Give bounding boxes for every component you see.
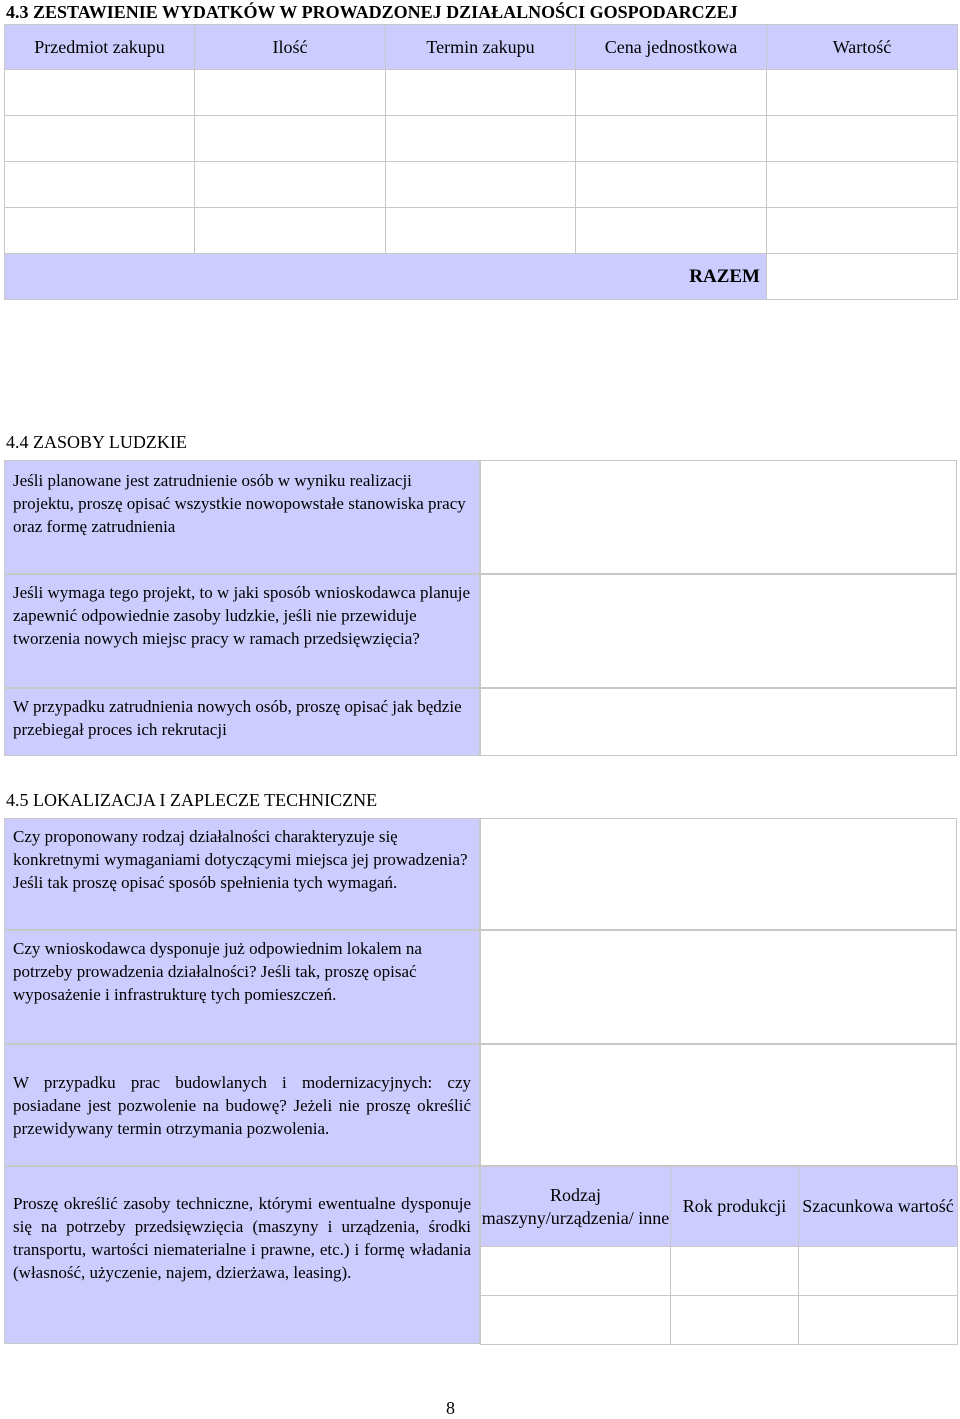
- cell-input[interactable]: [576, 162, 767, 208]
- cell-input[interactable]: [576, 116, 767, 162]
- col-purchase-date: Termin zakupu: [386, 25, 576, 70]
- table-row: [5, 116, 958, 162]
- location-answer-premises[interactable]: [480, 930, 957, 1044]
- total-row: [5, 254, 958, 300]
- location-question-requirements: Czy proponowany rodzaj działalności charakteryzuje się konkretnymi wymaganiami dotyczącymi miejsca jej prowadzenia? Jeśli tak proszę opisać sposób spełnienia tych wymagań.: [4, 818, 480, 930]
- location-question-technical-resources: Proszę określić zasoby techniczne, którymi ewentualne dysponuje się na potrzeby przedsięwzięcia (maszyny i urządzenia, środki transportu, wartości niematerialne i prawne, etc.) i formę władania (własność, użyczenie, najem, dzierżawa, leasing).: [4, 1166, 480, 1344]
- cell-input[interactable]: [799, 1296, 958, 1345]
- cell-input[interactable]: [767, 70, 958, 116]
- machines-header-row: [481, 1167, 958, 1247]
- cell-input[interactable]: [386, 208, 576, 254]
- col-estimated-value: Szacunkowa wartość: [799, 1167, 958, 1247]
- col-value: Wartość: [767, 25, 958, 70]
- hr-answer-staffing[interactable]: [480, 574, 957, 688]
- cell-input[interactable]: [386, 162, 576, 208]
- cell-input[interactable]: [5, 70, 195, 116]
- hr-question-recruitment: W przypadku zatrudnienia nowych osób, proszę opisać jak będzie przebiegał proces ich rekrutacji: [4, 688, 480, 756]
- hr-question-new-positions: Jeśli planowane jest zatrudnienie osób w wyniku realizacji projektu, proszę opisać wszystkie nowopowstałe stanowiska pracy oraz formę zatrudnienia: [4, 460, 480, 574]
- col-item: Przedmiot zakupu: [5, 25, 195, 70]
- col-quantity: Ilość: [195, 25, 386, 70]
- cell-input[interactable]: [5, 162, 195, 208]
- cell-input[interactable]: [386, 116, 576, 162]
- total-label: RAZEM: [5, 254, 767, 300]
- table-row: [481, 1296, 958, 1345]
- location-question-building-permit: W przypadku prac budowlanych i modernizacyjnych: czy posiadane jest pozwolenie na budowę? Jeżeli nie proszę określić przewidywany termin otrzymania pozwolenia.: [4, 1044, 480, 1166]
- section-4-3-title: 4.3 ZESTAWIENIE WYDATKÓW W PROWADZONEJ DZIAŁALNOŚCI GOSPODARCZEJ: [6, 2, 738, 22]
- section-4-4-title: 4.4 ZASOBY LUDZKIE: [6, 432, 187, 452]
- total-value-input[interactable]: [767, 254, 958, 300]
- location-question-premises: Czy wnioskodawca dysponuje już odpowiednim lokalem na potrzeby prowadzenia działalności? Jeśli tak, proszę opisać wyposażenie i infrastrukturę tych pomieszczeń.: [4, 930, 480, 1044]
- cell-input[interactable]: [481, 1247, 671, 1296]
- cell-input[interactable]: [576, 70, 767, 116]
- cell-input[interactable]: [195, 208, 386, 254]
- cell-input[interactable]: [195, 162, 386, 208]
- table-row: [5, 70, 958, 116]
- cell-input[interactable]: [799, 1247, 958, 1296]
- cell-input[interactable]: [481, 1296, 671, 1345]
- hr-answer-recruitment[interactable]: [480, 688, 957, 756]
- expenses-header-row: [5, 25, 958, 70]
- hr-answer-new-positions[interactable]: [480, 460, 957, 574]
- col-machine-type: Rodzaj maszyny/urządzenia/ inne: [481, 1167, 671, 1247]
- cell-input[interactable]: [5, 116, 195, 162]
- location-answer-requirements[interactable]: [480, 818, 957, 930]
- table-row: [481, 1247, 958, 1296]
- machines-table: [480, 1166, 958, 1345]
- expenses-table: [4, 24, 958, 300]
- cell-input[interactable]: [576, 208, 767, 254]
- cell-input[interactable]: [671, 1296, 799, 1345]
- cell-input[interactable]: [767, 162, 958, 208]
- col-production-year: Rok produkcji: [671, 1167, 799, 1247]
- cell-input[interactable]: [386, 70, 576, 116]
- cell-input[interactable]: [5, 208, 195, 254]
- table-row: [5, 162, 958, 208]
- col-unit-price: Cena jednostkowa: [576, 25, 767, 70]
- cell-input[interactable]: [767, 116, 958, 162]
- section-4-5-title: 4.5 LOKALIZACJA I ZAPLECZE TECHNICZNE: [6, 790, 378, 810]
- cell-input[interactable]: [195, 116, 386, 162]
- table-row: [5, 208, 958, 254]
- cell-input[interactable]: [671, 1247, 799, 1296]
- page-number: 8: [446, 1398, 455, 1418]
- location-answer-building-permit[interactable]: [480, 1044, 957, 1166]
- hr-question-staffing: Jeśli wymaga tego projekt, to w jaki sposób wnioskodawca planuje zapewnić odpowiednie zasoby ludzkie, jeśli nie przewiduje tworzenia nowych miejsc pracy w ramach przedsięwzięcia?: [4, 574, 480, 688]
- cell-input[interactable]: [767, 208, 958, 254]
- cell-input[interactable]: [195, 70, 386, 116]
